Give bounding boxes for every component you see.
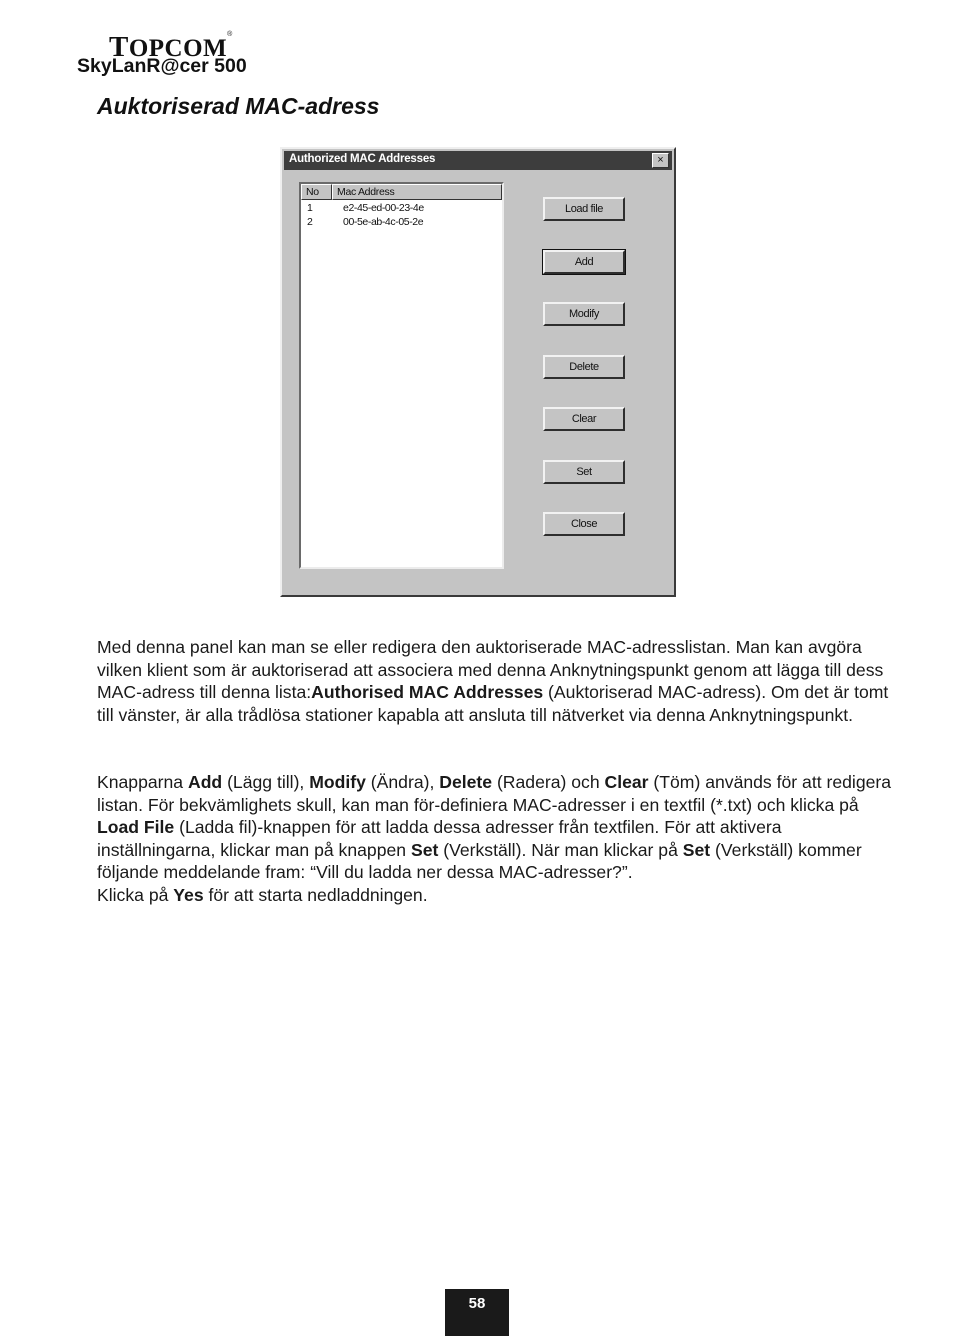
close-button[interactable]: Close [543, 512, 625, 536]
text-run: för att starta nedladdningen. [203, 884, 428, 905]
text-run: Klicka på [97, 884, 174, 905]
bold-term: Set [410, 839, 439, 860]
trademark-symbol: ® [227, 31, 233, 38]
list-item-mac: e2-45-ed-00-23-4e [343, 202, 424, 214]
text-run: (Verkställ). När man klickar på [438, 839, 683, 860]
brand-logo-initial: T [109, 31, 129, 63]
text-run: (Ändra), [365, 772, 440, 792]
add-button[interactable]: Add [543, 250, 625, 274]
product-name: SkyLanR@cer 500 [77, 55, 247, 77]
bold-term: Delete [439, 772, 493, 792]
text-run: (Radera) och [492, 772, 605, 792]
clear-button[interactable]: Clear [543, 407, 625, 431]
text-run: Med denna panel kan man se eller redigera den auktoriserade MAC-adresslistan. Man kan avgöra vilken klient som är auktoriserad att associera med denna Anknytningspunkt genom att lägga till dess MAC-adress till denna lista: [97, 637, 884, 702]
column-header-mac-address[interactable]: Mac Address [332, 184, 502, 200]
column-header-no[interactable]: No [301, 184, 332, 200]
brand-logo-rest: OPCOM [128, 35, 228, 62]
dialog-title: Authorized MAC Addresses [289, 153, 436, 165]
page-number: 58 [445, 1289, 509, 1336]
list-header [301, 184, 502, 200]
list-item-no: 2 [307, 216, 313, 228]
text-run: (Lägg till), [222, 772, 310, 792]
modify-button[interactable]: Modify [543, 302, 625, 326]
paragraph-buttons [97, 771, 897, 906]
bold-term: Load File [97, 817, 175, 837]
mac-address-list[interactable] [299, 182, 504, 569]
close-icon[interactable]: × [652, 153, 669, 168]
bold-term: Clear [604, 772, 649, 792]
section-title: Auktoriserad MAC-adress [97, 93, 380, 119]
list-item-no: 1 [307, 202, 313, 214]
load-file-button[interactable]: Load file [543, 197, 625, 221]
delete-button[interactable]: Delete [543, 355, 625, 379]
bold-term: Set [682, 839, 711, 860]
authorized-mac-dialog [280, 147, 676, 597]
text-run: (Auktoriserad MAC-adress). Om det är tomt till vänster, är alla trådlösa stationer kapabla att ansluta till nätverket via denna Anknytningspunkt. [97, 682, 889, 725]
text-run: Knapparna [97, 772, 188, 792]
text-run: (Verkställ) kommer följande meddelande fram: “Vill du ladda ner dessa MAC-adresser?”. [97, 839, 862, 882]
list-item[interactable] [301, 216, 502, 230]
dialog-titlebar[interactable] [284, 151, 672, 170]
list-item-mac: 00-5e-ab-4c-05-2e [343, 216, 424, 228]
bold-term: Modify [309, 772, 366, 792]
text-run: (Ladda fil)-knappen för att ladda dessa adresser från textfilen. För att aktivera inställningarna, klickar man på knappen [97, 817, 782, 860]
bold-term: Authorised MAC Addresses [311, 682, 544, 702]
bold-term: Yes [173, 884, 204, 905]
bold-term: Add [187, 772, 223, 792]
set-button[interactable]: Set [543, 460, 625, 484]
paragraph-description [97, 636, 897, 726]
list-item[interactable] [301, 202, 502, 216]
text-run: (Töm) används för att redigera listan. För bekvämlighets skull, kan man för-definiera MAC-adresser i en textfil (*.txt) och klicka på [97, 772, 892, 815]
